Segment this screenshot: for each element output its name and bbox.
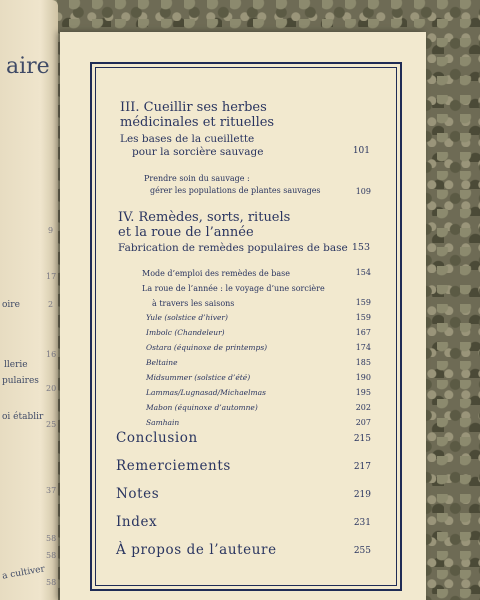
left-fragment: oire <box>2 300 20 310</box>
left-number: 2 <box>48 300 54 309</box>
page-number: 154 <box>355 268 371 277</box>
section-4-heading-line2: et la roue de l’année <box>118 225 254 240</box>
left-number: 58 <box>46 551 57 560</box>
page-number: 195 <box>355 388 371 397</box>
page-number: 185 <box>355 358 371 367</box>
left-page <box>0 0 58 600</box>
section-4-heading: IV. Remèdes, sorts, rituels <box>118 210 291 225</box>
left-fragment: a cultiver <box>1 564 46 582</box>
toc-conclusion: Conclusion <box>116 430 198 446</box>
toc-entry-line2: gérer les populations de plantes sauvages <box>150 186 321 195</box>
toc-entry: La roue de l’année : le voyage d’une sorcière <box>142 284 325 293</box>
page-number: 215 <box>353 434 371 444</box>
left-number: 9 <box>48 226 54 235</box>
page-number: 153 <box>351 242 370 253</box>
sabbat-entry: Imbolc (Chandeleur) <box>146 328 225 337</box>
toc-about-author: À propos de l’auteure <box>116 542 277 558</box>
section-4-subheading: Fabrication de remèdes populaires de base <box>118 242 348 254</box>
left-number: 58 <box>46 578 57 587</box>
toc-entry: Mode d’emploi des remèdes de base <box>142 269 291 278</box>
toc-index: Index <box>116 514 158 530</box>
section-3-subheading-line2: pour la sorcière sauvage <box>132 146 264 158</box>
page-number: 159 <box>355 313 371 322</box>
sabbat-entry: Lammas/Lugnasad/Michaelmas <box>146 388 266 397</box>
page-number: 255 <box>353 546 371 556</box>
sabbat-entry: Samhain <box>146 418 180 427</box>
left-fragment: llerie <box>4 360 28 370</box>
section-3-heading: III. Cueillir ses herbes <box>120 100 267 115</box>
toc-notes: Notes <box>116 486 160 502</box>
section-3-heading-line2: médicinales et rituelles <box>120 115 275 130</box>
page-number: 109 <box>355 187 371 196</box>
left-number: 58 <box>46 534 57 543</box>
left-number: 37 <box>46 486 57 495</box>
sabbat-entry: Ostara (équinoxe de printemps) <box>146 343 268 352</box>
sabbat-entry: Midsummer (solstice d’été) <box>146 373 251 382</box>
page-number: 190 <box>355 373 371 382</box>
page-number: 202 <box>355 403 371 412</box>
page-number: 174 <box>355 343 371 352</box>
left-number: 25 <box>46 420 57 429</box>
page-number: 167 <box>355 328 371 337</box>
page-number: 219 <box>353 490 371 500</box>
sabbat-entry: Yule (solstice d’hiver) <box>146 313 228 322</box>
page-number: 207 <box>355 418 371 427</box>
left-number: 17 <box>46 272 57 281</box>
page-number: 101 <box>352 146 370 156</box>
page-number: 231 <box>353 518 371 528</box>
left-number: 16 <box>46 350 57 359</box>
toc-entry: Prendre soin du sauvage : <box>144 174 250 183</box>
toc-page <box>60 32 426 600</box>
left-title-fragment: aire <box>6 54 50 79</box>
left-fragment: oi établir <box>2 412 44 422</box>
page-number: 217 <box>353 462 371 472</box>
left-number: 20 <box>46 384 57 393</box>
sabbat-entry: Mabon (équinoxe d’automne) <box>146 403 258 412</box>
sabbat-entry: Beltaine <box>146 358 178 367</box>
page-number: 159 <box>355 298 371 307</box>
section-3-subheading: Les bases de la cueillette <box>120 133 255 145</box>
toc-remerciements: Remerciements <box>116 458 231 474</box>
toc-entry-line2: à travers les saisons <box>152 299 235 308</box>
left-fragment: pulaires <box>2 376 39 386</box>
